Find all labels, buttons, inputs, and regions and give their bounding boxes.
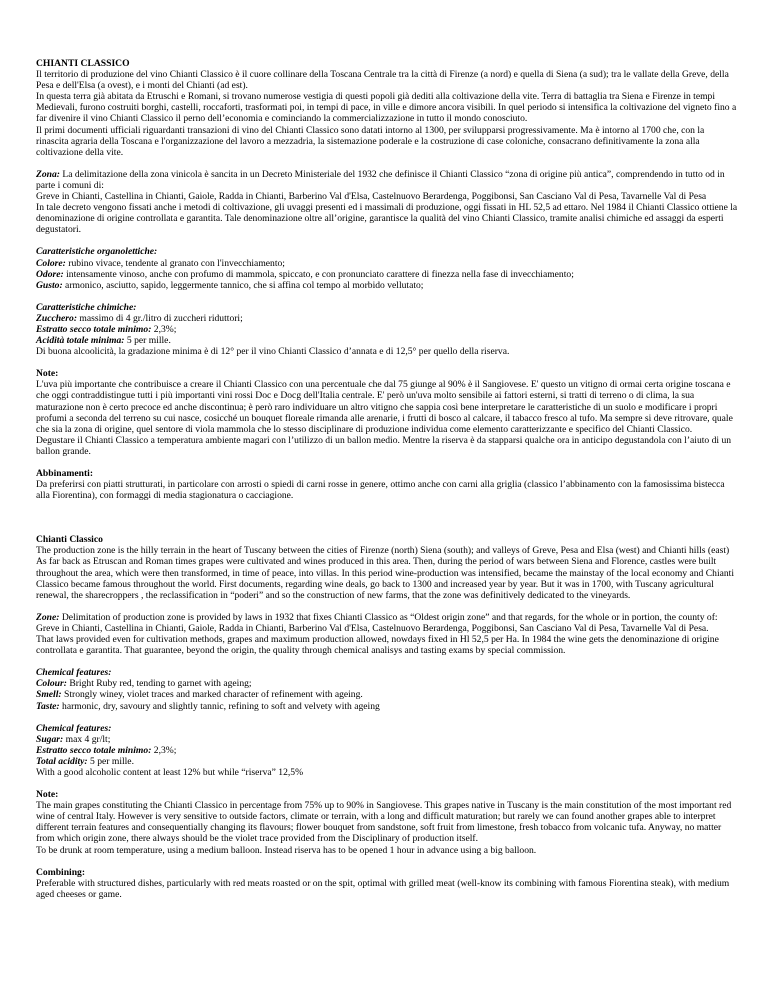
feature-text: harmonic, dry, savoury and slightly tannic, refining to soft and velvety with ageing <box>59 700 380 712</box>
feature-line <box>36 745 738 756</box>
note-paragraph: The main grapes constituting the Chianti Classico in percentage from 75% up to 90% in Sangiovese. This grapes native in Tuscany is the main constitution of the most important red wine of central Italy. However is very sensitive to outside factors, climate or terrain, with a long and difficult maturation; but rarely we can found another grapes able to interpret different terrain features and consequentially changing its flavours; flower bouquet from sandstone, soft fruit from limestone, fresh tobacco from volcanic tufa. Anyway, no matter from which origin zone, there always should be the violet trace provided from the Disciplinary of production itself. <box>36 800 732 845</box>
zone-text: Delimitation of production zone is provided by laws in 1932 that fixes Chianti Classico as “Oldest origin zone” and that regards, for the whole or in portion, the county of: Greve in Chianti, Castellina in Chianti, Gaiole, Radda in Chianti, Barberino Val d'Elsa, Castelnuovo Berardenga, Poggibonsi, San Casciano Val di Pesa, Tavarnelle Val di Pesa. <box>36 611 718 634</box>
intro-paragraph: Il primi documenti ufficiali riguardanti transazioni di vino del Chianti Classico sono datati intorno al 1300, per svilupparsi progressivamente. Ma è intorno al 1700 che, con la rinascita agraria della Toscana e l'organizzazione del lavoro a mezzadria, la sistemazione poderale e la costruzione di case coloniche, consacrano definitivamente la zona alla coltivazione della vite. <box>36 124 705 158</box>
intro-section-en <box>36 534 738 601</box>
feature-label: Colore: <box>36 257 66 269</box>
combining-text: Preferable with structured dishes, particularly with red meats roasted or on the spit, optimal with grilled meat (well-know its combining with famous Fiorentina steak), with medium aged cheeses or game. <box>36 877 730 900</box>
feature-line <box>36 313 738 324</box>
note-paragraph: Degustare il Chianti Classico a temperatura ambiente magari con l’utilizzo di un ballon medio. Mentre la riserva è da stapparsi qualche ora in anticipo degustandola con l’aiuto di un ballon grande. <box>36 434 732 457</box>
section-heading: Caratteristiche organolettiche: <box>36 246 158 258</box>
alcohol-note: With a good alcoholic content at least 12% but while “riserva” 12,5% <box>36 766 304 778</box>
feature-label: Smell: <box>36 689 62 701</box>
section-heading: Caratteristiche chimiche: <box>36 301 137 313</box>
chimiche-section <box>36 302 738 357</box>
feature-text: 5 per mille. <box>87 755 134 767</box>
feature-text: max 4 gr/lt; <box>63 733 111 745</box>
feature-line <box>36 689 738 700</box>
abbinamenti-section <box>36 468 738 501</box>
intro-paragraph: As far back as Etruscan and Roman times grapes were cultivated and wines produced in this area. Then, during the period of wars between Siena and Florence, castles were built throughout the area, which were then transformed, in time of peace, into villas. In this period wine-production was intensified, became the mainstay of the local economy and Chianti Classico became famous throughout the world. First documents, regarding wine deals, go back to 1300 and increased year by year. But it was in 1700, with Tuscany agricultural renewal, the sharecroppers , the reclassification in “poderi” and so the construction of new farms, that the zone was definitively dedicated to the vineyards. <box>36 556 735 601</box>
feature-label: Acidità totale minima: <box>36 335 125 347</box>
feature-label: Colour: <box>36 678 67 690</box>
feature-line <box>36 324 738 335</box>
zone-section <box>36 612 738 656</box>
feature-label: Estratto secco totale minimo: <box>36 323 152 335</box>
section-heading: Chemical features: <box>36 722 112 734</box>
alcohol-note: Di buona alcoolicità, la gradazione minima è di 12° per il vino Chianti Classico d’annata e di 12,5° per quello della riserva. <box>36 346 510 358</box>
abbinamenti-text: Da preferirsi con piatti strutturati, in particolare con arrosti o spiedi di carni rosse in genere, ottimo anche con carni alla griglia (classico l’abbinamento con la famosissima bistecca alla Fiorentina), con formaggi di media stagionatura o cacciagione. <box>36 479 725 502</box>
feature-label: Taste: <box>36 700 60 712</box>
combining-section <box>36 867 738 900</box>
feature-label: Total acidity: <box>36 755 88 767</box>
feature-line <box>36 678 738 689</box>
feature-line <box>36 269 738 280</box>
feature-label: Sugar: <box>36 733 64 745</box>
feature-text: armonico, asciutto, sapido, leggermente tannico, che si affina col tempo al morbido vellutato; <box>62 279 424 291</box>
feature-label: Odore: <box>36 268 64 280</box>
feature-text: rubino vivace, tendente al granato con l'invecchiamento; <box>65 257 285 269</box>
feature-line <box>36 756 738 767</box>
intro-paragraph: Il territorio di produzione del vino Chianti Classico è il cuore collinare della Toscana Centrale tra la città di Firenze (a nord) e quella di Siena (a sud); tra le vallate della Greve, della Pesa e dell'Elsa (a ovest), e i monti del Chianti (ad est). <box>36 69 729 92</box>
language-divider <box>36 512 738 534</box>
zone-paragraph <box>36 612 738 634</box>
zona-decreto: In tale decreto vengono fissati anche i metodi di coltivazione, gli uvaggi presenti ed i massimali di produzione, oggi fissati in HL 52,5 ad ettaro. Nel 1984 il Chianti Classico ottiene la denominazione di origine controllata e garantita. Tale denominazione oltre all’origine, garantisce la qualità del vino Chianti Classico, tramite analisi chimiche ed assaggi da esperti degustatori. <box>36 202 738 236</box>
zona-section <box>36 169 738 236</box>
section-heading: Combining: <box>36 866 86 878</box>
doc-title-it: CHIANTI CLASSICO <box>36 58 130 69</box>
note-paragraph: To be drunk at room temperature, using a medium balloon. Instead riserva has to be opened 1 hour in advance using a big balloon. <box>36 844 537 856</box>
zone-laws: That laws provided even for cultivation methods, grapes and maximum production allowed, nowdays fixed in Hl 52,5 per Ha. In 1984 the wine gets the denominazione di origine controllata e garantita. That guarantee, beyond the origin, the quality through chemical analisys and tasting exams by special commission. <box>36 634 719 657</box>
section-heading: Chemical features: <box>36 667 112 679</box>
feature-line <box>36 335 738 346</box>
note-paragraph: L'uva più importante che contribuisce a creare il Chianti Classico con una percentuale che dal 75 giunge al 90% è il Sangiovese. E' questo un vitigno di ormai certa origine toscana e che oggi contraddistingue tutti i più importanti vini rossi Doc e Docg dell'Italia centrale. E' però un'uva molto sensibile ai fattori esterni, si tratti di terreno o di clima, la sua maturazione non è certo precoce ed anche discontinua; è però raro individuare un altro vitigno che sappia così bene interpretare le caratteristiche di un suolo e modificare i propri profumi a seconda del terreno su cui nasce, cosicché un bouquet floreale rimanda alle arenarie, i frutti di bosco al calcare, il tabacco fresco al tufo. Ma sempre si deve ritrovare, quale che sia la zona di origine, quel sentore di viola mammola che lo stesso disciplinare di produzione individua come elemento caratterizzante e specifico del Chianti Classico. <box>36 379 733 435</box>
feature-text: Bright Ruby red, tending to garnet with ageing; <box>66 678 252 690</box>
feature-line <box>36 701 738 712</box>
intro-section-it <box>36 58 738 158</box>
feature-text: intensamente vinoso, anche con profumo di mammola, spiccato, e con pronunciato carattere di finezza nella fase di invecchiamento; <box>63 268 574 280</box>
intro-paragraph: The production zone is the hilly terrain in the heart of Tuscany between the cities of Firenze (north) Siena (south); and valleys of Greve, Pesa and Elsa (west) and Chianti hills (east) <box>36 545 730 557</box>
feature-text: 2,3%; <box>151 323 177 335</box>
feature-label: Estratto secco totale minimo: <box>36 744 152 756</box>
zone-label: Zone: <box>36 611 60 623</box>
section-heading: Note: <box>36 368 59 380</box>
feature-line <box>36 258 738 269</box>
section-heading: Note: <box>36 789 59 801</box>
zona-text: La delimitazione della zona vinicola è sancita in un Decreto Ministeriale del 1932 che definisce il Chianti Classico “zona di origine più antica”, comprendendo in tutto od in parte i comuni di: <box>36 168 725 191</box>
zona-label: Zona: <box>36 168 60 180</box>
feature-text: massimo di 4 gr./litro di zuccheri riduttori; <box>77 312 243 324</box>
organolettiche-section <box>36 246 738 290</box>
feature-text: Strongly winey, violet traces and marked character of refinement with ageing. <box>61 689 363 701</box>
feature-line <box>36 734 738 745</box>
doc-title-en: Chianti Classico <box>36 534 103 546</box>
features-section-2 <box>36 723 738 778</box>
note-section-it <box>36 368 738 457</box>
feature-text: 2,3%; <box>151 744 177 756</box>
note-section-en <box>36 789 738 856</box>
feature-line <box>36 280 738 291</box>
intro-paragraph: In questa terra già abitata da Etruschi e Romani, si trovano numerose vestigia di questi popoli già dediti alla coltivazione della vite. Terra di battaglia tra Siena e Firenze in tempi Medievali, furono costruiti borghi, castelli, roccaforti, trasformati poi, in tempi di pace, in ville e dimore ancora visibili. In quel periodo si intensifica la coltivazione del vigneto fino a far divenire il vino Chianti Classico il perno dell’economia e cominciando la commercializzazione in tutto il mondo conosciuto. <box>36 91 737 125</box>
zona-paragraph <box>36 169 738 191</box>
feature-text: 5 per mille. <box>124 335 171 347</box>
features-section-1 <box>36 667 738 711</box>
feature-label: Gusto: <box>36 279 63 291</box>
section-heading: Abbinamenti: <box>36 468 94 479</box>
feature-label: Zucchero: <box>36 312 78 324</box>
zona-comuni: Greve in Chianti, Castellina in Chianti, Gaiole, Radda in Chianti, Barberino Val d'Elsa, Castelnuovo Berardenga, Poggibonsi, San Casciano Val di Pesa, Tavarnelle Val di Pesa <box>36 191 707 203</box>
